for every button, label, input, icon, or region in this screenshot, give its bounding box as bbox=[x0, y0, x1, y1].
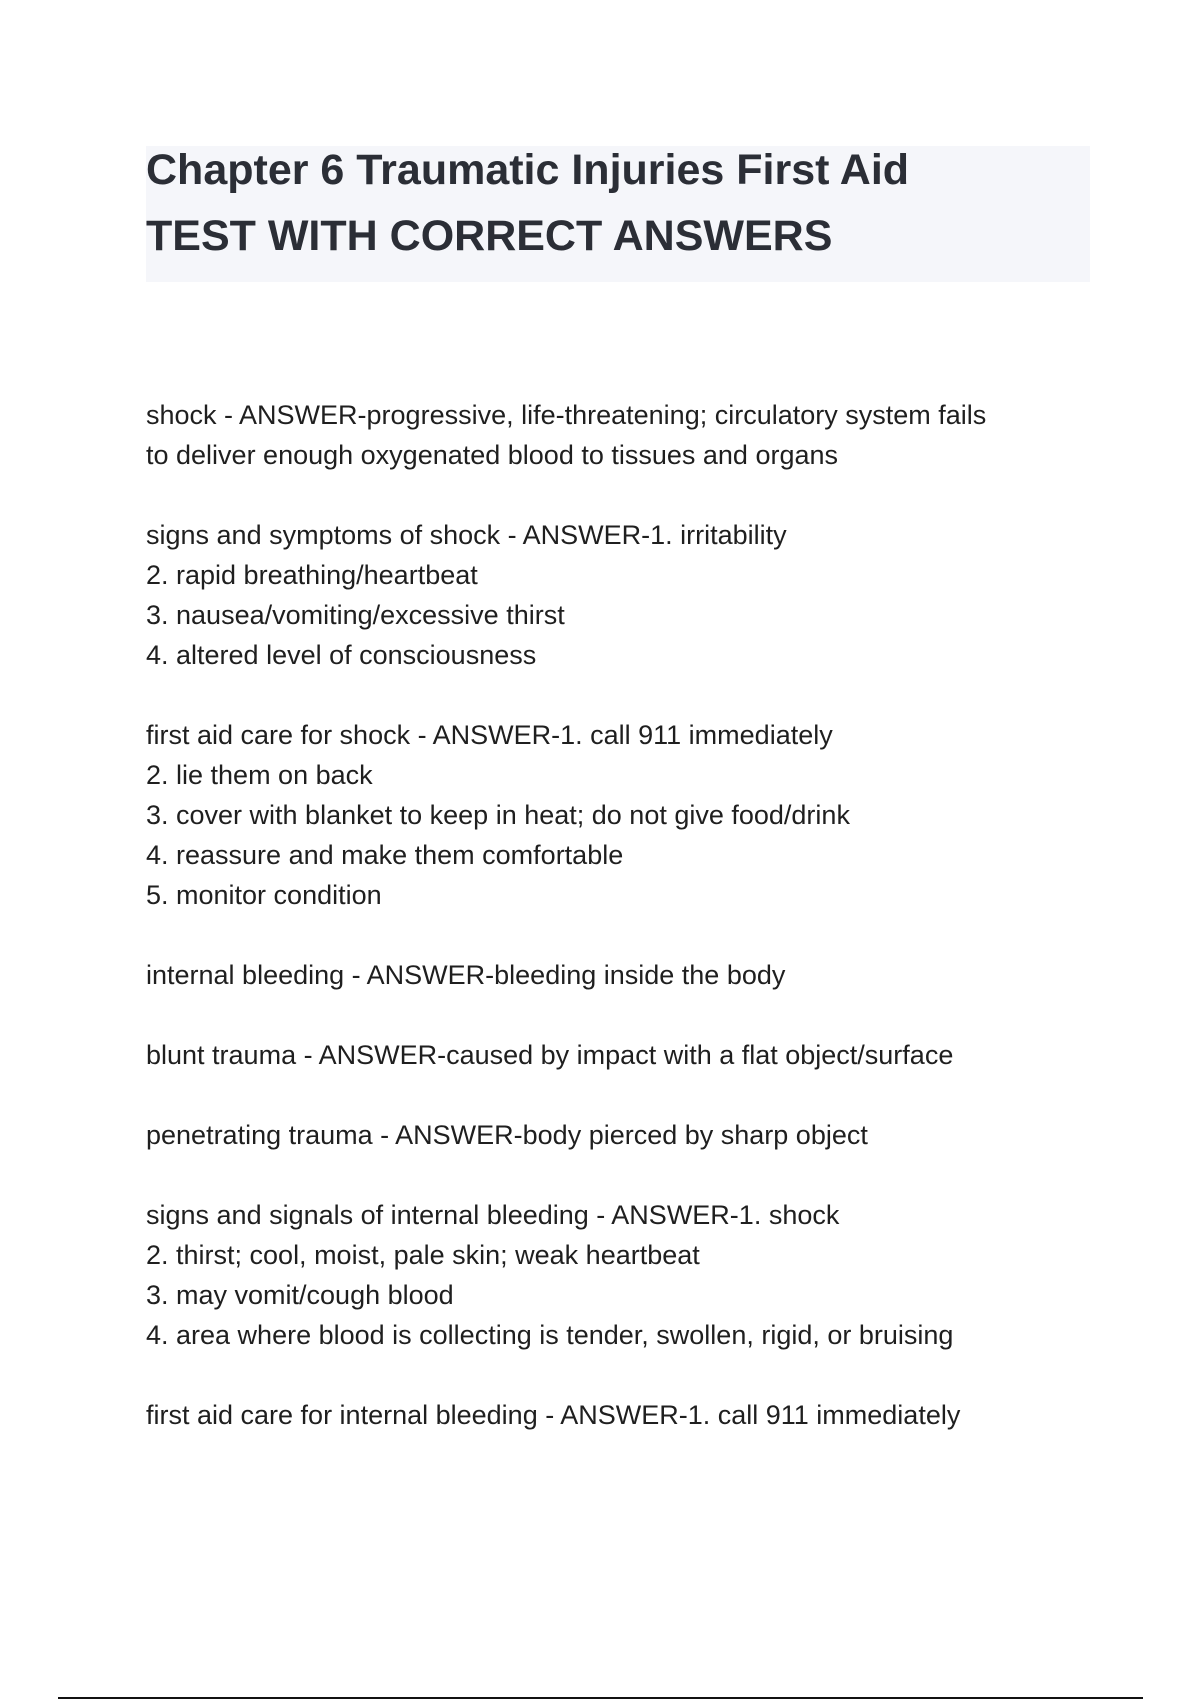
qa-line: 2. lie them on back bbox=[146, 760, 373, 790]
qa-line: internal bleeding - ANSWER-bleeding inside the body bbox=[146, 960, 786, 990]
qa-line: 4. area where blood is collecting is tender, swollen, rigid, or bruising bbox=[146, 1320, 954, 1350]
document-title-line-1: Chapter 6 Traumatic Injuries First Aid bbox=[146, 146, 910, 194]
qa-item-penetrating-trauma bbox=[146, 1115, 1106, 1155]
qa-item-internal-bleeding bbox=[146, 955, 1106, 995]
qa-line: 4. reassure and make them comfortable bbox=[146, 840, 624, 870]
qa-line: first aid care for shock - ANSWER-1. call 911 immediately bbox=[146, 720, 833, 750]
qa-item-care-internal-bleeding bbox=[146, 1395, 1106, 1435]
qa-line: signs and signals of internal bleeding - ANSWER-1. shock bbox=[146, 1200, 840, 1230]
qa-line: 4. altered level of consciousness bbox=[146, 640, 537, 670]
document-title-line-2: TEST WITH CORRECT ANSWERS bbox=[146, 212, 833, 260]
qa-line: 3. cover with blanket to keep in heat; do not give food/drink bbox=[146, 800, 850, 830]
qa-line: 3. nausea/vomiting/excessive thirst bbox=[146, 600, 565, 630]
qa-line: to deliver enough oxygenated blood to tissues and organs bbox=[146, 440, 838, 470]
qa-line: signs and symptoms of shock - ANSWER-1. irritability bbox=[146, 520, 787, 550]
qa-line: 2. rapid breathing/heartbeat bbox=[146, 560, 478, 590]
qa-item-shock bbox=[146, 395, 1106, 475]
qa-line: 3. may vomit/cough blood bbox=[146, 1280, 454, 1310]
qa-item-signs-of-shock bbox=[146, 515, 1106, 675]
qa-line: 5. monitor condition bbox=[146, 880, 382, 910]
qa-line: 2. thirst; cool, moist, pale skin; weak heartbeat bbox=[146, 1240, 700, 1270]
qa-line: penetrating trauma - ANSWER-body pierced by sharp object bbox=[146, 1120, 868, 1150]
qa-item-signs-internal-bleeding bbox=[146, 1195, 1106, 1355]
qa-line: blunt trauma - ANSWER-caused by impact with a flat object/surface bbox=[146, 1040, 954, 1070]
footer-divider bbox=[58, 1697, 1143, 1699]
qa-line: first aid care for internal bleeding - ANSWER-1. call 911 immediately bbox=[146, 1400, 961, 1430]
qa-list bbox=[146, 395, 1106, 1475]
title-block bbox=[146, 146, 1090, 282]
qa-item-care-for-shock bbox=[146, 715, 1106, 915]
qa-line: shock - ANSWER-progressive, life-threatening; circulatory system fails bbox=[146, 400, 987, 430]
qa-item-blunt-trauma bbox=[146, 1035, 1106, 1075]
